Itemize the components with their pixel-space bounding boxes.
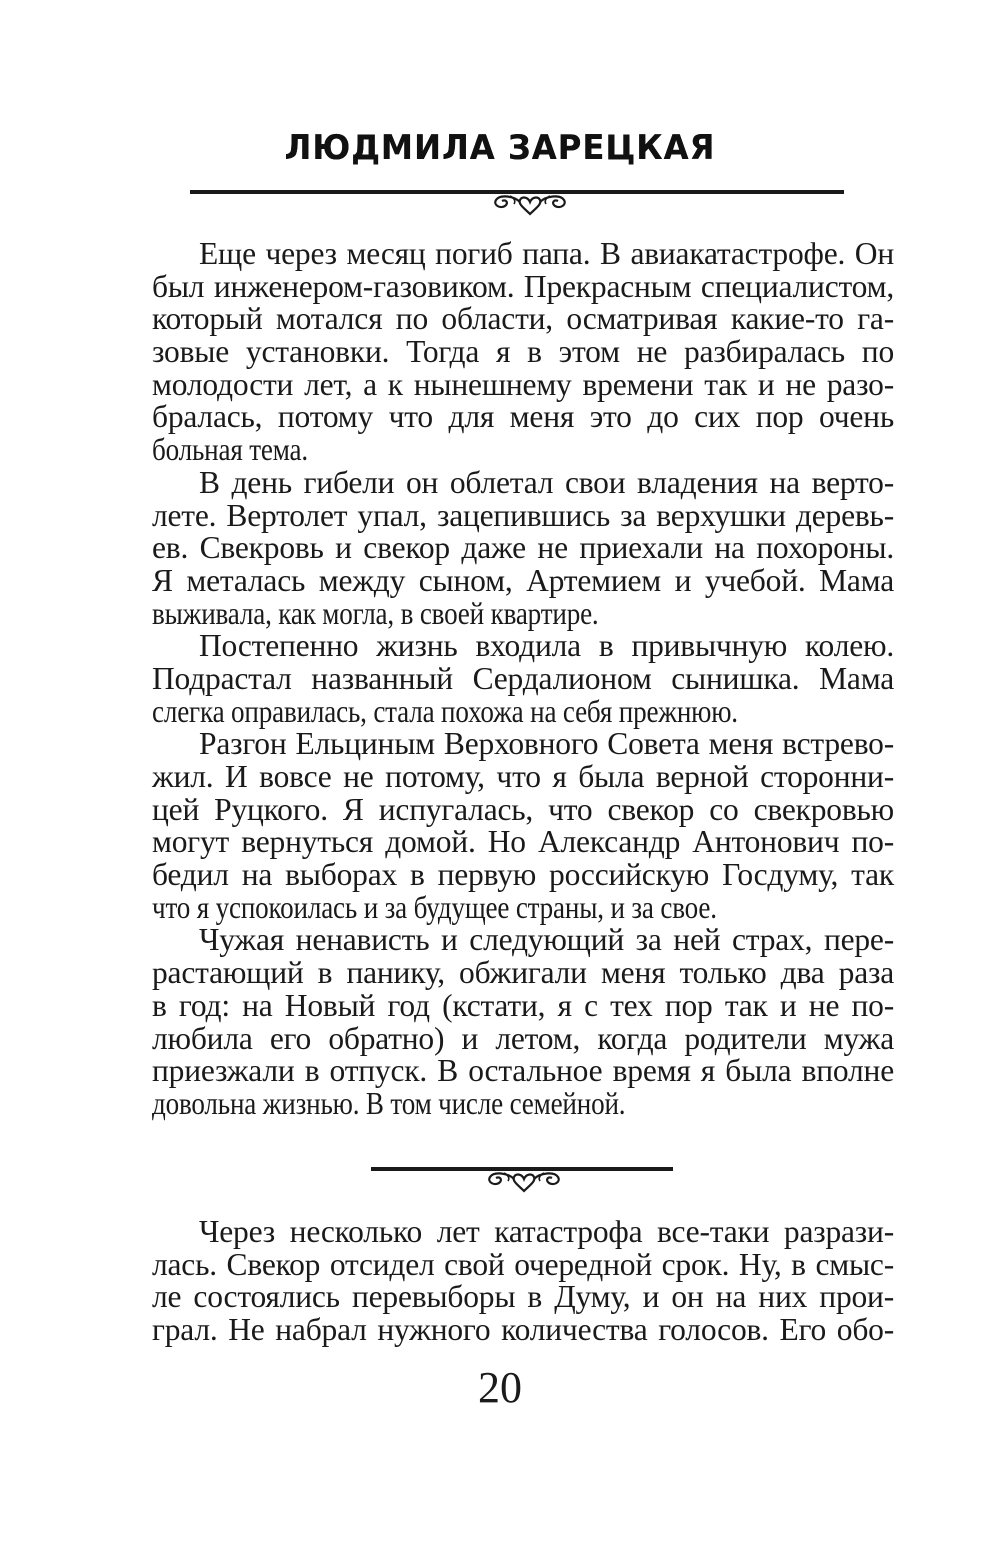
author-name: ЛЮДМИЛА ЗАРЕЦКАЯ bbox=[284, 128, 716, 168]
flourish-heart-icon bbox=[484, 1169, 564, 1195]
text-line: Чужая ненависть и следующий за ней страх, пере- bbox=[199, 922, 894, 958]
section-2-text bbox=[152, 1216, 894, 1347]
flourish-heart-icon bbox=[490, 192, 570, 218]
text-line: грал. Не набрал нужного количества голосов. Его обо- bbox=[152, 1312, 894, 1348]
text-line: могут вернуться домой. Но Александр Антонович по- bbox=[152, 824, 894, 860]
text-line: Еще через месяц погиб папа. В авиакатастрофе. Он bbox=[199, 236, 894, 271]
text-line: выживала, как могла, в своей квартире. bbox=[152, 595, 599, 631]
text-line: бедил на выборах в первую российскую Госдуму, так bbox=[152, 857, 894, 893]
text-line: бралась, потому что для меня это до сих пор очень bbox=[152, 399, 894, 435]
text-line: Подрастал названный Сердалионом сынишка. Мама bbox=[152, 660, 894, 696]
running-header-author bbox=[25, 128, 975, 168]
text-line: лете. Вертолет упал, зацепившись за верхушки деревь- bbox=[152, 497, 894, 533]
text-line: растающий в панику, обжигали меня только два раза bbox=[152, 955, 894, 991]
text-line: любила его обратно) и летом, когда родители мужа bbox=[152, 1020, 894, 1056]
text-line: цей Руцкого. Я испугалась, что свекор со свекровью bbox=[152, 791, 894, 827]
text-line: Постепенно жизнь входила в привычную колею. bbox=[199, 628, 894, 664]
text-line: В день гибели он облетал свои владения на верто- bbox=[199, 464, 894, 500]
text-line: что я успокоилась и за будущее страны, и за свое. bbox=[152, 889, 717, 925]
text-line: жил. И вовсе не потому, что я была верной сторонни- bbox=[152, 759, 894, 794]
text-line: ле состоялись перевыборы в Думу, и он на них прои- bbox=[152, 1279, 894, 1315]
text-line: довольна жизнью. В том числе семейной. bbox=[152, 1085, 626, 1121]
text-line: Разгон Ельциным Верховного Совета меня встрево- bbox=[199, 726, 894, 762]
page-number: 20 bbox=[478, 1363, 522, 1412]
text-line: Через несколько лет катастрофа все-таки разрази- bbox=[199, 1214, 894, 1249]
text-line: больная тема. bbox=[152, 432, 308, 468]
text-line: молодости лет, а к нынешнему времени так и не разо- bbox=[152, 366, 894, 402]
text-line: приезжали в отпуск. В остальное время я была вполне bbox=[152, 1053, 894, 1089]
text-line: в год: на Новый год (кстати, я с тех пор так и не по- bbox=[152, 987, 894, 1023]
text-line: который мотался по области, осматривая какие-то га- bbox=[152, 301, 894, 337]
text-line: был инженером-газовиком. Прекрасным специалистом, bbox=[152, 268, 894, 304]
text-line: слегка оправилась, стала похожа на себя прежнюю. bbox=[152, 693, 738, 729]
text-line: ев. Свекровь и свекор даже не приехали на похороны. bbox=[152, 530, 894, 566]
text-line: зовые установки. Тогда я в этом не разбиралась по bbox=[152, 334, 894, 370]
text-line: Я металась между сыном, Артемием и учебой. Мама bbox=[152, 562, 894, 598]
section-1-text bbox=[152, 238, 894, 1121]
text-line: лась. Свекор отсидел свой очередной срок. Ну, в смыс- bbox=[152, 1246, 894, 1282]
